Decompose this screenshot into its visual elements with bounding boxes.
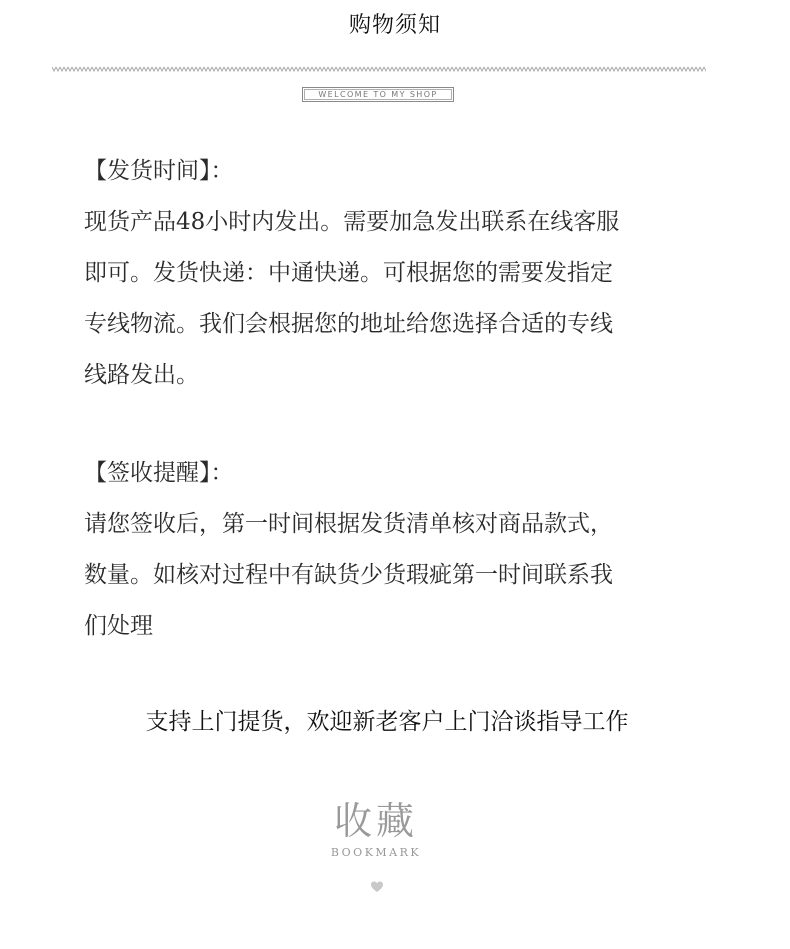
welcome-badge: [302, 87, 454, 102]
shipping-section: [84, 156, 704, 411]
shipping-line: 现货产品48小时内发出。需要加急发出联系在线客服: [84, 209, 620, 235]
receipt-line: 请您签收后，第一时间根据发货清单核对商品款式，: [84, 511, 613, 537]
receipt-line: 数量。如核对过程中有缺货少货瑕疵第一时间联系我: [84, 562, 613, 588]
heart-icon: [370, 880, 384, 894]
pickup-note: 支持上门提货，欢迎新老客户上门洽谈指导工作: [145, 709, 629, 735]
bookmark-button[interactable]: [276, 798, 476, 860]
receipt-heading: 【签收提醒】：: [84, 460, 234, 486]
shipping-heading: 【发货时间】：: [84, 158, 234, 184]
shipping-line: 即可。发货快递：中通快递。可根据您的需要发指定: [84, 260, 613, 286]
welcome-badge-text: WELCOME TO MY SHOP: [304, 89, 452, 100]
receipt-line: 们处理: [84, 613, 153, 639]
shipping-line: 线路发出。: [84, 362, 199, 388]
shipping-line: 专线物流。我们会根据您的地址给您选择合适的专线: [84, 311, 613, 337]
receipt-section: [84, 458, 704, 662]
bookmark-label-en: BOOKMARK: [330, 846, 422, 859]
bookmark-label-cn: 收藏: [333, 799, 418, 843]
zigzag-divider: [52, 64, 706, 74]
page-title: 购物须知: [348, 13, 441, 38]
